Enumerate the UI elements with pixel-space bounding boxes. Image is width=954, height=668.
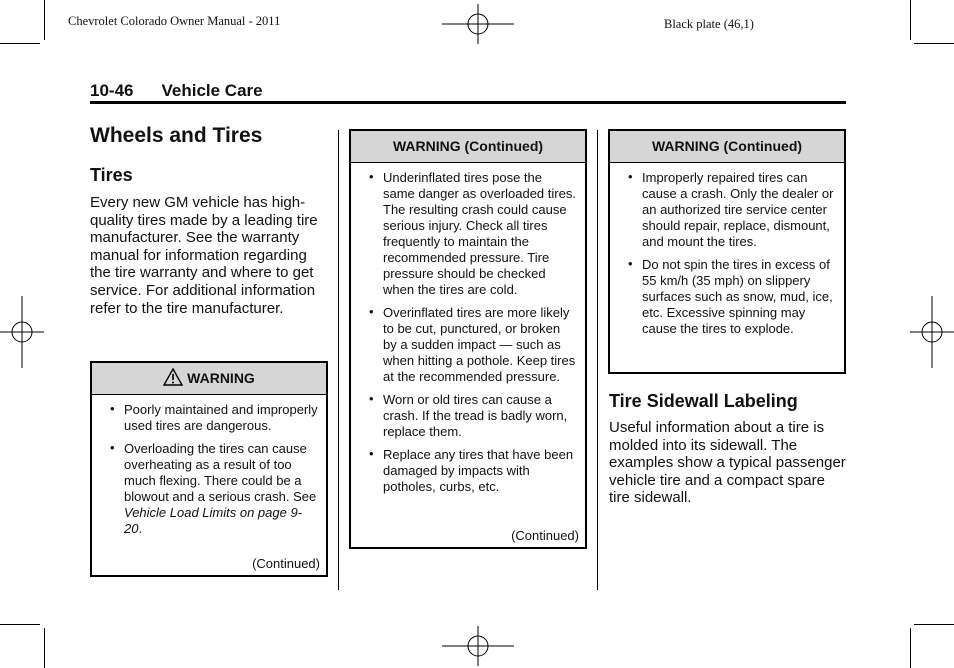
warning-header <box>92 363 326 395</box>
registration-mark-bottom <box>442 626 514 666</box>
list-item: • Overinflated tires are more likely to be cut, punctured, or broken by a sudden impact — such as when hitting a pothole. Keep tires at the recommended pressure. <box>383 305 577 385</box>
warning-box <box>90 361 328 577</box>
column-divider <box>338 130 339 590</box>
list-item: • Poorly maintained and improperly used tires are dangerous. <box>124 402 318 434</box>
plate-label: Black plate (46,1) <box>664 17 754 31</box>
column-divider <box>597 130 598 590</box>
warning-box-continued <box>349 129 587 549</box>
crop-mark <box>914 624 954 625</box>
tires-paragraph: Every new GM vehicle has high-quality tires made by a leading tire manufacturer. See the warranty manual for information regarding the tire warranty and where to get service. For additional information refer to the tire manufacturer. <box>90 194 318 317</box>
list-item: • Improperly repaired tires can cause a crash. Only the dealer or an authorized tire service center should repair, replace, dismount, and mount the tires. <box>642 170 836 250</box>
sidewall-heading: Tire Sidewall Labeling <box>609 391 798 411</box>
page-title: Wheels and Tires <box>90 124 263 147</box>
continued-label: (Continued) <box>252 556 320 571</box>
page-number: 10-46 <box>90 81 134 100</box>
list-item <box>124 441 318 537</box>
crop-mark <box>44 628 45 668</box>
crop-mark <box>0 624 40 625</box>
warning-box-continued <box>608 129 846 374</box>
warning-label: WARNING <box>187 370 255 386</box>
registration-mark-top <box>442 4 514 44</box>
section-header <box>90 81 263 101</box>
cross-reference-link[interactable]: Vehicle Load Limits on page 9-20 <box>124 505 303 536</box>
tires-heading: Tires <box>90 165 133 185</box>
crop-mark <box>44 0 45 40</box>
crop-mark <box>910 628 911 668</box>
list-item: • Do not spin the tires in excess of 55 km/h (35 mph) on slippery surfaces such as snow, mud, ice, etc. Excessive spinning may cause the tires to explode. <box>642 257 836 337</box>
warning-list <box>383 170 577 495</box>
list-item-text: Overloading the tires can cause overheating as a result of too much flexing. There could be a blowout and a serious crash. See <box>124 441 317 504</box>
continued-label: (Continued) <box>511 528 579 543</box>
crop-mark <box>0 43 40 44</box>
warning-list <box>124 402 318 537</box>
list-item: • Worn or old tires can cause a crash. If the tread is badly worn, replace them. <box>383 392 577 440</box>
registration-mark-left <box>0 296 44 368</box>
warning-triangle-icon <box>163 368 183 386</box>
list-item: • Underinflated tires pose the same danger as overloaded tires. The resulting crash could cause serious injury. Check all tires frequently to maintain the recommended pressure. Tire pressure should be checked when the tires are cold. <box>383 170 577 298</box>
list-item-end: . <box>138 521 143 536</box>
registration-mark-right <box>910 296 954 368</box>
manual-title: Chevrolet Colorado Owner Manual - 2011 <box>68 14 281 28</box>
header-rule <box>90 101 846 104</box>
sidewall-paragraph: Useful information about a tire is molded into its sidewall. The examples show a typical passenger vehicle tire and a compact spare tire sidewall. <box>609 419 846 507</box>
list-item: • Replace any tires that have been damaged by impacts with potholes, curbs, etc. <box>383 447 577 495</box>
crop-mark <box>910 0 911 40</box>
warning-list <box>642 170 836 337</box>
warning-header: WARNING (Continued) <box>610 131 844 163</box>
warning-header: WARNING (Continued) <box>351 131 585 163</box>
crop-mark <box>914 43 954 44</box>
section-name: Vehicle Care <box>161 81 263 100</box>
